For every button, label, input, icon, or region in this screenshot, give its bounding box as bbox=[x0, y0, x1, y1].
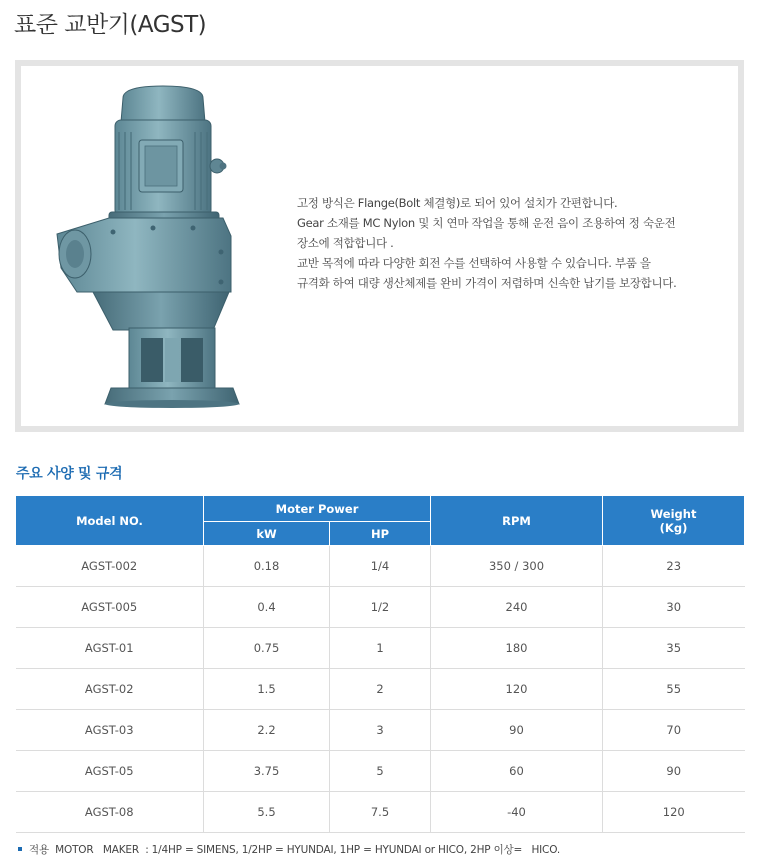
cell-model: AGST-01 bbox=[16, 628, 204, 669]
cell-kw: 3.75 bbox=[204, 751, 330, 792]
cell-model: AGST-05 bbox=[16, 751, 204, 792]
cell-kw: 0.18 bbox=[204, 546, 330, 587]
cell-kw: 1.5 bbox=[204, 669, 330, 710]
cell-weight: 23 bbox=[603, 546, 745, 587]
header-weight bbox=[603, 496, 745, 546]
cell-rpm: -40 bbox=[431, 792, 603, 833]
cell-weight: 55 bbox=[603, 669, 745, 710]
table-row bbox=[16, 710, 745, 751]
product-panel-inner bbox=[21, 66, 738, 426]
cell-model: AGST-02 bbox=[16, 669, 204, 710]
cell-hp: 1 bbox=[330, 628, 431, 669]
cell-rpm: 120 bbox=[431, 669, 603, 710]
cell-weight: 30 bbox=[603, 587, 745, 628]
cell-hp: 1/4 bbox=[330, 546, 431, 587]
page-title: 표준 교반기(AGST) bbox=[14, 12, 207, 38]
product-description bbox=[297, 193, 737, 293]
table-row bbox=[16, 628, 745, 669]
description-line: 규격화 하여 대량 생산체제를 완비 가격이 저렴하며 신속한 납기를 보장합니다. bbox=[297, 276, 677, 290]
specs-section-title: 주요 사양 및 규격 bbox=[16, 466, 123, 482]
cell-model: AGST-08 bbox=[16, 792, 204, 833]
product-panel bbox=[15, 60, 744, 432]
cell-hp: 1/2 bbox=[330, 587, 431, 628]
header-rpm: RPM bbox=[431, 496, 603, 546]
cell-hp: 2 bbox=[330, 669, 431, 710]
spec-table bbox=[15, 495, 745, 833]
footnote-text: 적용 MOTOR MAKER : 1/4HP = SIMENS, 1/2HP = HYUNDAI, 1HP = HYUNDAI or HICO, 2HP 이상= HICO. bbox=[29, 844, 560, 856]
cell-weight: 120 bbox=[603, 792, 745, 833]
cell-hp: 5 bbox=[330, 751, 431, 792]
cell-model: AGST-005 bbox=[16, 587, 204, 628]
cell-weight: 90 bbox=[603, 751, 745, 792]
cell-kw: 5.5 bbox=[204, 792, 330, 833]
cell-rpm: 60 bbox=[431, 751, 603, 792]
description-line: 교반 목적에 따라 다양한 회전 수를 선택하여 사용할 수 있습니다. 부품 을 bbox=[297, 256, 651, 270]
cell-hp: 7.5 bbox=[330, 792, 431, 833]
description-line: 고정 방식은 Flange(Bolt 체결형)로 되어 있어 설치가 간편합니다. bbox=[297, 196, 618, 210]
cell-rpm: 180 bbox=[431, 628, 603, 669]
cell-weight: 70 bbox=[603, 710, 745, 751]
description-line: Gear 소재를 MC Nylon 및 치 연마 작업을 통해 운전 음이 조용하여 정 숙운전 bbox=[297, 216, 676, 230]
header-weight-unit: (Kg) bbox=[659, 520, 688, 535]
cell-kw: 2.2 bbox=[204, 710, 330, 751]
motor-maker-footnote bbox=[18, 842, 560, 857]
cell-kw: 0.75 bbox=[204, 628, 330, 669]
table-row bbox=[16, 587, 745, 628]
cell-weight: 35 bbox=[603, 628, 745, 669]
cell-kw: 0.4 bbox=[204, 587, 330, 628]
cell-model: AGST-002 bbox=[16, 546, 204, 587]
header-motor-power: Moter Power bbox=[204, 496, 431, 522]
cell-model: AGST-03 bbox=[16, 710, 204, 751]
table-row bbox=[16, 669, 745, 710]
description-line: 장소에 적합합니다 . bbox=[297, 236, 394, 250]
bullet-icon bbox=[18, 847, 22, 851]
header-model: Model NO. bbox=[16, 496, 204, 546]
table-row bbox=[16, 792, 745, 833]
agitator-gear-motor-image bbox=[53, 82, 243, 412]
cell-rpm: 350 / 300 bbox=[431, 546, 603, 587]
table-row bbox=[16, 546, 745, 587]
header-weight-label: Weight bbox=[650, 506, 697, 521]
header-hp: HP bbox=[330, 522, 431, 546]
cell-hp: 3 bbox=[330, 710, 431, 751]
table-row bbox=[16, 751, 745, 792]
header-kw: kW bbox=[204, 522, 330, 546]
cell-rpm: 240 bbox=[431, 587, 603, 628]
cell-rpm: 90 bbox=[431, 710, 603, 751]
